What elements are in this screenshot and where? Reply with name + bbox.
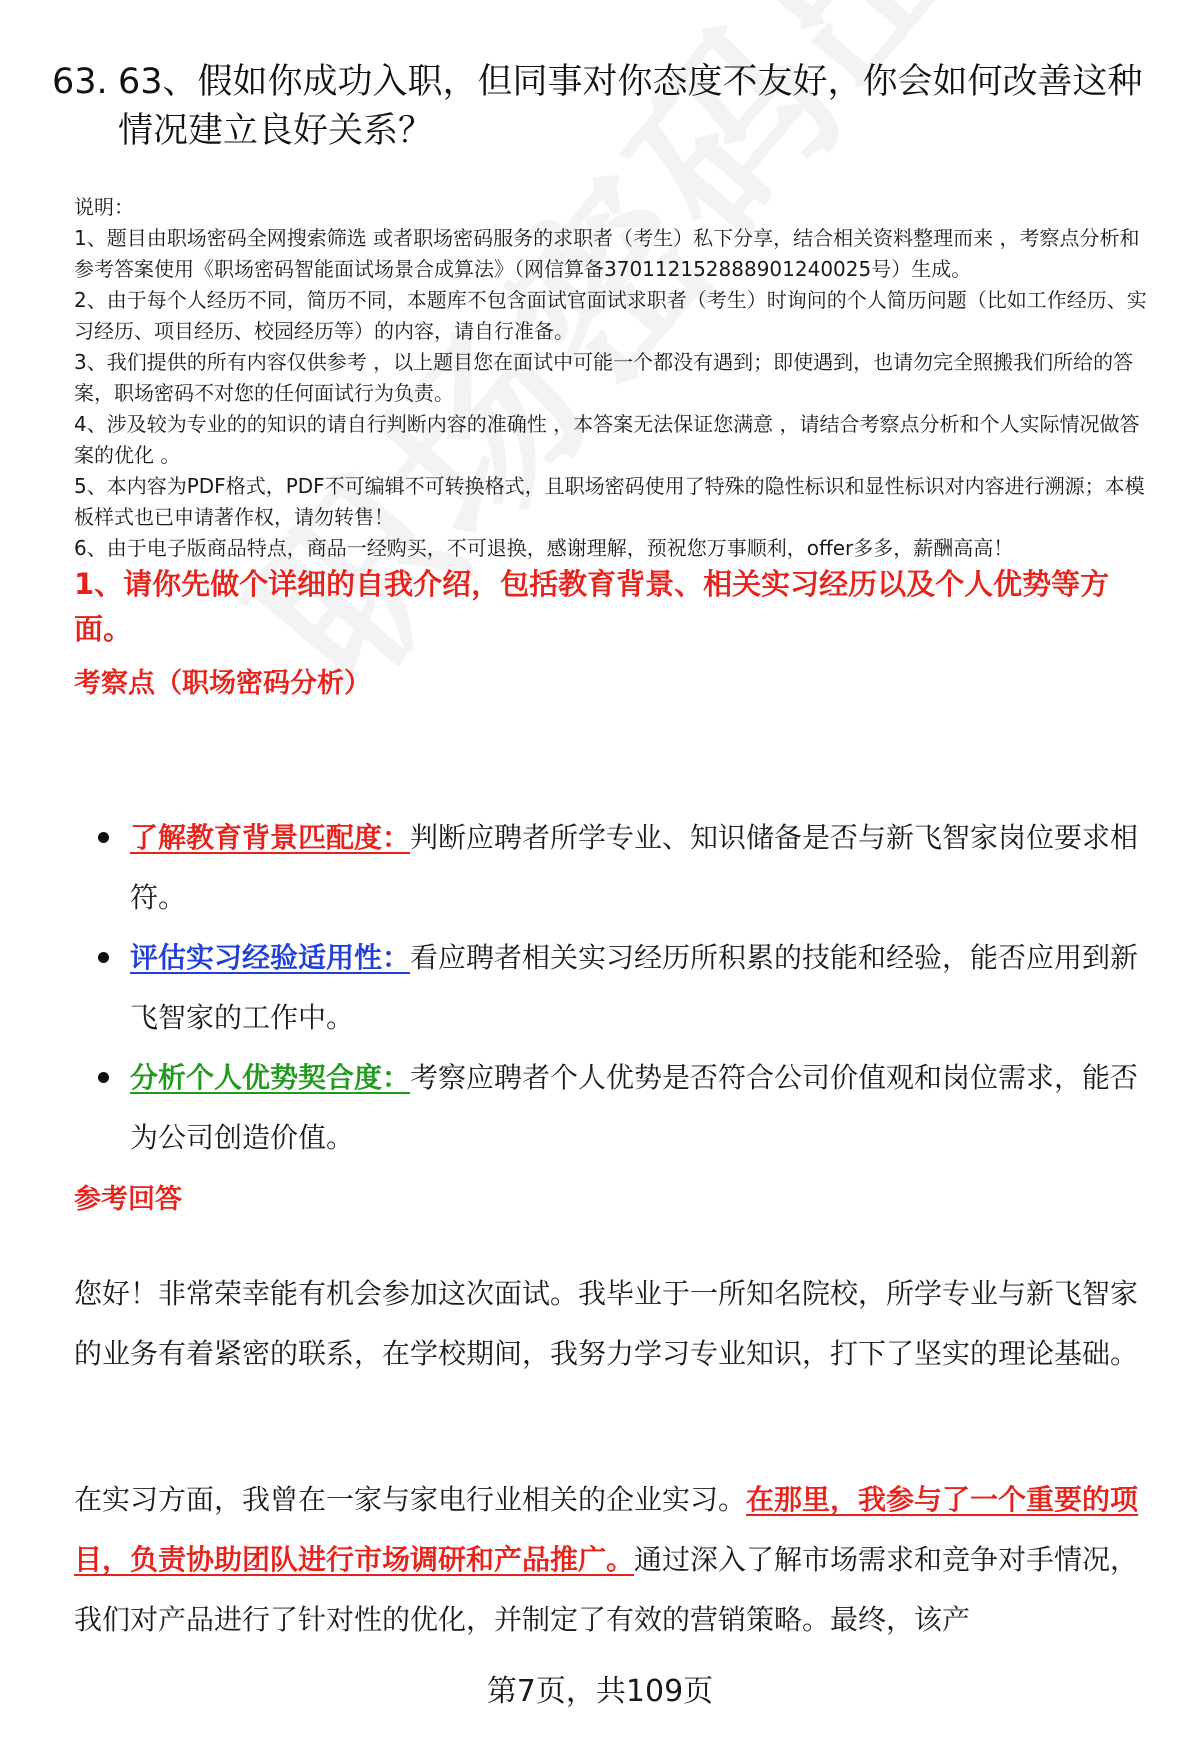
answer-text: 在实习方面，我曾在一家与家电行业相关的企业实习。	[74, 1483, 747, 1516]
question-heading	[52, 58, 1152, 156]
analysis-title: 考察点（职场密码分析）	[74, 668, 371, 699]
answer-paragraph: 您好！非常荣幸能有机会参加这次面试。我毕业于一所知名院校，所学专业与新飞智家的业务有着紧密的联系，在学校期间，我努力学习专业知识，打下了坚实的理论基础。	[74, 1277, 1139, 1370]
answer-text: 通过深入了解市场需求和竞争对手情况，我们对产品进行了针对性的优化，并制定了有效的营销策略。最终，该产	[74, 1543, 1139, 1636]
notes-block	[74, 192, 1159, 564]
note-item: 1、题目由职场密码全网搜索筛选 或者职场密码服务的求职者（考生）私下分享，结合相关资料整理而来 ，考察点分析和参考答案使用《职场密码智能面试场景合成算法》（网信算备370112152888901240025号）生成。	[74, 226, 1140, 281]
note-item: 3、我们提供的所有内容仅供参考 ，以上题目您在面试中可能一个都没有遇到；即使遇到，也请勿完全照搬我们所给的答案，职场密码不对您的任何面试行为负责。	[74, 350, 1134, 405]
point-keyword: 了解教育背景匹配度：	[130, 821, 411, 854]
list-item	[98, 808, 1156, 928]
note-item: 6、由于电子版商品特点，商品一经购买，不可退换，感谢理解，预祝您万事顺利，offer多多，薪酬高高！	[74, 536, 1014, 560]
answer-title: 参考回答	[74, 1184, 182, 1215]
answer-highlight: 在那里，我参与了一个重要的项目，负责协助团队进行市场调研和产品推广。	[74, 1483, 1139, 1576]
list-item	[98, 928, 1156, 1048]
point-keyword: 分析个人优势契合度：	[130, 1061, 411, 1094]
bullet-dot-icon	[98, 832, 109, 843]
bullet-dot-icon	[98, 1072, 109, 1083]
note-item: 4、涉及较为专业的的知识的请自行判断内容的准确性 ，本答案无法保证您满意 ，请结合考察点分析和个人实际情况做答案的优化 。	[74, 412, 1140, 467]
bullet-dot-icon	[98, 952, 109, 963]
point-text: 考察应聘者个人优势是否符合公司价值观和岗位需求，能否为公司创造价值。	[130, 1061, 1139, 1154]
note-item: 2、由于每个人经历不同，简历不同，本题库不包含面试官面试求职者（考生）时询问的个人简历问题（比如工作经历、实习经历、项目经历、校园经历等）的内容，请自行准备。	[74, 288, 1147, 343]
point-text: 判断应聘者所学专业、知识储备是否与新飞智家岗位要求相符。	[130, 821, 1139, 914]
question-text: 63、假如你成功入职，但同事对你态度不友好，你会如何改善这种情况建立良好关系？	[118, 62, 1143, 151]
page-footer: 第7页，共109页	[486, 1674, 714, 1709]
answer-paragraph	[74, 1470, 1156, 1650]
analysis-points	[98, 808, 1156, 1168]
point-text: 看应聘者相关实习经历所积累的技能和经验，能否应用到新飞智家的工作中。	[130, 941, 1139, 1034]
section-question-title: 1、请你先做个详细的自我介绍，包括教育背景、相关实习经历以及个人优势等方面。	[74, 567, 1110, 646]
list-item	[98, 1048, 1156, 1168]
note-item: 5、本内容为PDF格式，PDF不可编辑不可转换格式，且职场密码使用了特殊的隐性标识和显性标识对内容进行溯源；本模板样式也已申请著作权，请勿转售！	[74, 474, 1145, 529]
point-keyword: 评估实习经验适用性：	[130, 941, 411, 974]
notes-heading: 说明：	[74, 195, 134, 219]
question-number: 63.	[52, 62, 108, 102]
